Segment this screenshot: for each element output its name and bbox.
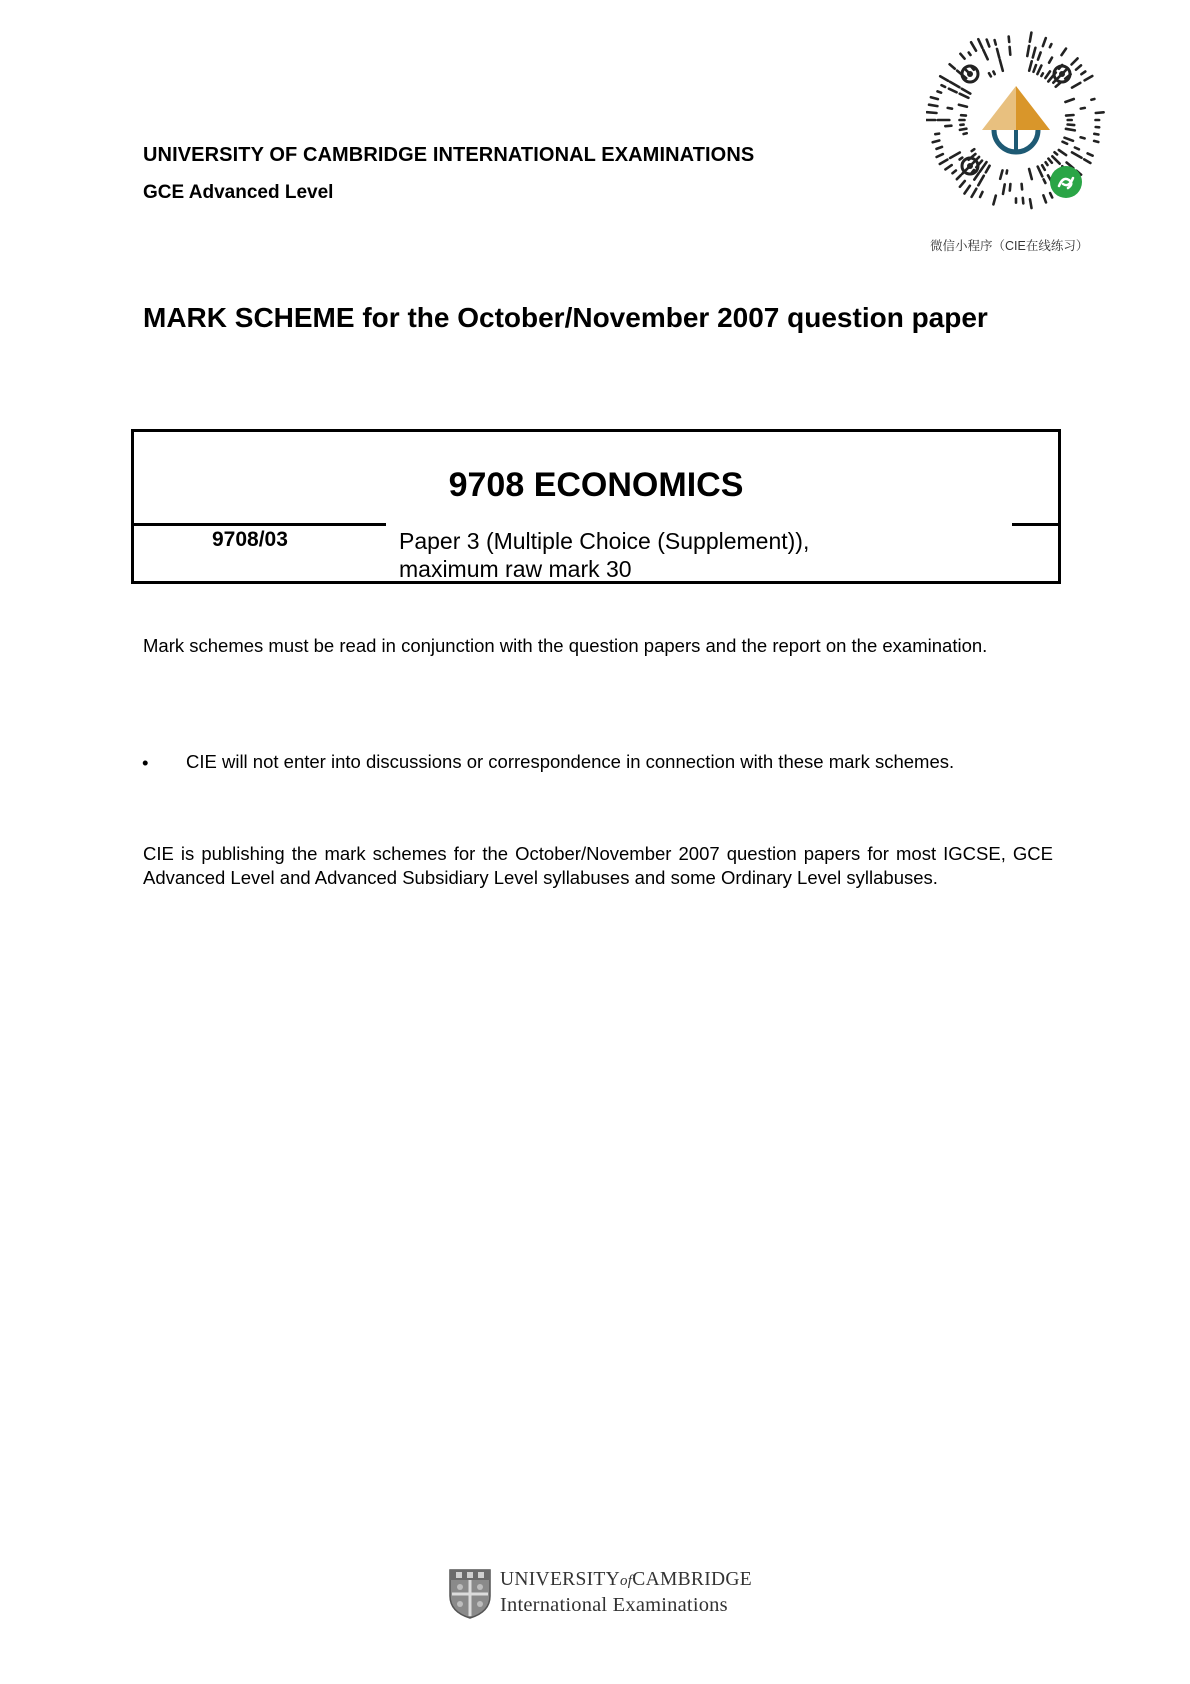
qr-module [1068, 125, 1075, 126]
qr-module [1072, 152, 1082, 157]
qr-module [964, 133, 967, 134]
qr-module [1010, 47, 1011, 55]
footer-of-word: of [620, 1573, 633, 1589]
qr-module [1029, 169, 1032, 179]
qr-module [1023, 198, 1024, 204]
qr-module [1022, 184, 1023, 190]
publishing-paragraph: CIE is publishing the mark schemes for the October/November 2007 question papers for most IGCSE, GCE Advanced Level and Advanced Subsidiary Level syllabuses and some Ordinary Level syllabuses. [143, 843, 1053, 888]
qr-module [940, 76, 948, 81]
bullet-icon: • [142, 752, 149, 773]
qr-module [1029, 61, 1032, 70]
qr-module [937, 154, 943, 157]
qr-module [1037, 66, 1041, 75]
qr-module [1009, 37, 1010, 42]
paper-description [399, 527, 809, 583]
qr-module [1096, 112, 1104, 113]
cambridge-crest-icon [448, 1568, 492, 1620]
qr-module [1085, 76, 1093, 80]
qr-module [1072, 83, 1080, 88]
qr-module [960, 158, 963, 160]
qr-module [986, 166, 990, 173]
footer-international-examinations: International Examinations [500, 1594, 728, 1616]
qr-module [987, 40, 990, 47]
qr-module [948, 108, 952, 109]
qr-module [972, 149, 975, 151]
qr-module [1066, 129, 1075, 131]
qr-module [997, 49, 999, 58]
qr-module [929, 105, 937, 106]
qr-module [1081, 108, 1085, 109]
qr-module [1056, 83, 1061, 87]
qr-module [1043, 38, 1046, 46]
wechat-qr-code-icon [926, 30, 1106, 210]
qr-module [978, 39, 982, 48]
qr-module [962, 89, 971, 94]
qr-module [983, 50, 988, 60]
qr-module [1072, 58, 1078, 64]
paper-description-line1: Paper 3 (Multiple Choice (Supplement)), [399, 528, 810, 554]
qr-module [938, 91, 942, 92]
qr-module [1094, 141, 1098, 142]
qr-module [1050, 193, 1052, 197]
qr-module [950, 153, 960, 159]
qr-module [959, 105, 967, 107]
bullet-item: CIE will not enter into discussions or correspondence in connection with these mark schemes. [186, 751, 955, 772]
qr-module [940, 160, 948, 164]
qr-module [969, 53, 971, 56]
qr-module [1063, 142, 1068, 144]
qr-module [960, 129, 967, 130]
qr-module [965, 186, 970, 194]
qr-module [1030, 33, 1032, 42]
footer-university-word: UNIVERSITY [500, 1569, 620, 1590]
qr-module [1065, 99, 1073, 102]
qr-module [1042, 165, 1045, 170]
qr-module [989, 73, 991, 76]
qr-module [945, 126, 951, 127]
qr-module [1081, 137, 1085, 138]
intro-paragraph: Mark schemes must be read in conjunction with the question papers and the report on the examination. [143, 635, 988, 656]
qr-module [1084, 159, 1090, 163]
qr-module [1003, 184, 1005, 194]
qr-module [933, 141, 940, 143]
qr-module [1050, 44, 1052, 47]
qr-module [1076, 65, 1081, 69]
qr-module [1000, 60, 1003, 71]
qr-module [931, 97, 938, 99]
qr-module [1066, 115, 1073, 116]
qr-module [1043, 195, 1046, 202]
qr-module [993, 196, 995, 205]
qr-module [995, 40, 996, 45]
qr-module [937, 147, 943, 149]
qr-module [1034, 65, 1037, 72]
qr-module [978, 176, 984, 186]
qr-module [1075, 148, 1079, 150]
qr-module [993, 72, 994, 75]
qr-module [1010, 184, 1011, 191]
qr-module [1038, 53, 1041, 60]
qr-module [927, 112, 937, 113]
qr-module [972, 189, 977, 197]
qr-module [1000, 170, 1002, 178]
qr-module [1059, 150, 1066, 155]
paper-description-line2: maximum raw mark 30 [399, 556, 632, 582]
qr-module [1065, 138, 1074, 141]
qr-module [1046, 162, 1048, 165]
qr-module [957, 175, 961, 179]
qr-module [1091, 99, 1094, 100]
qualification-level: GCE Advanced Level [143, 182, 334, 203]
qr-module [960, 181, 965, 187]
qr-module [960, 54, 964, 59]
qr-module [945, 165, 951, 169]
qr-module [974, 173, 978, 179]
qr-module [1030, 199, 1032, 208]
organisation-title: UNIVERSITY OF CAMBRIDGE INTERNATIONAL EXAMINATIONS [143, 144, 755, 166]
qr-module [1088, 153, 1093, 155]
box-divider-right [1012, 523, 1061, 526]
qr-module [1033, 48, 1036, 58]
qr-module [971, 42, 976, 50]
paper-code: 9708/03 [212, 528, 288, 551]
qr-module [1049, 58, 1052, 63]
qr-module [1048, 159, 1052, 163]
qr-module [953, 171, 956, 174]
qr-caption: 微信小程序（CIE在线练习） [930, 239, 1089, 253]
qr-module [1081, 72, 1085, 75]
qr-module [1044, 179, 1046, 183]
qr-module [1062, 49, 1067, 56]
box-divider-left [131, 523, 386, 526]
qr-module [1094, 134, 1098, 135]
qr-module [949, 89, 957, 93]
qr-module [1052, 156, 1059, 163]
qr-module [1027, 46, 1029, 56]
subject-title: 9708 ECONOMICS [448, 466, 744, 504]
qr-module [935, 134, 939, 135]
qr-module [1041, 73, 1043, 76]
qr-module [1007, 171, 1008, 174]
footer-university-name [500, 1569, 752, 1591]
qr-module [942, 85, 946, 87]
qr-module [980, 192, 982, 197]
footer-cambridge-word: CAMBRIDGE [632, 1569, 752, 1590]
qr-module [950, 64, 955, 68]
qr-module [950, 82, 959, 87]
qr-module [1055, 152, 1058, 154]
mark-scheme-title: MARK SCHEME for the October/November 2007 question paper [143, 302, 988, 333]
qr-module [960, 94, 969, 98]
qr-module [1045, 71, 1050, 78]
qr-module [1038, 167, 1043, 177]
